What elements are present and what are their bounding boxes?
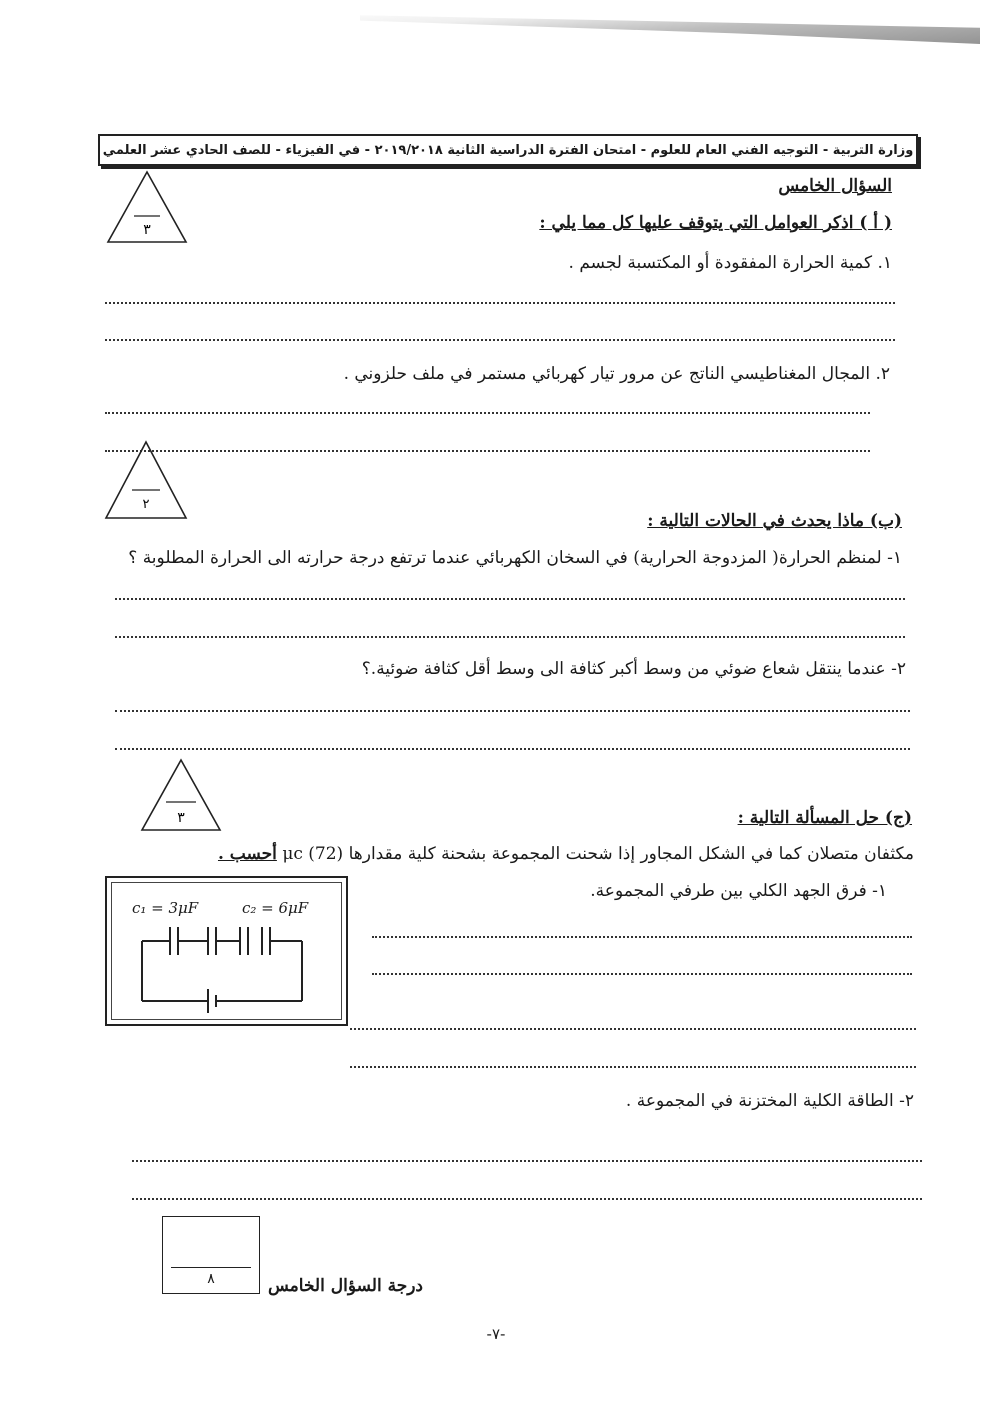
circuit-figure-inner <box>111 882 342 1020</box>
part-b-item-1: ١- لمنظم الحرارة( المزدوجة الحرارية) في السخان الكهربائي عندما ترتفع درجة حرارته الى الحرارة المطلوبة ؟ <box>128 548 902 568</box>
answer-line <box>105 450 870 452</box>
mark-triangle-c <box>140 758 222 832</box>
part-c-title: (ج) حل المسألة التالية : <box>737 808 912 828</box>
mark-b-value: ٢ <box>142 497 150 512</box>
answer-line <box>115 598 905 600</box>
problem-calc: أحسب . <box>217 844 277 864</box>
mark-a-value: ٣ <box>143 222 151 238</box>
answer-line <box>105 302 895 304</box>
answer-line <box>115 710 910 712</box>
header-text: وزارة التربية - التوجيه الفني العام للعلوم - امتحان الفترة الدراسية الثانية ٢٠١٩/٢٠١٨ - في الفيزياء - للصف الحادي عشر العلمي <box>102 142 914 158</box>
mark-triangle-a <box>106 170 188 244</box>
part-b-item-2: ٢- عندما ينتقل شعاع ضوئي من وسط أكبر كثافة الى وسط أقل كثافة ضوئية.؟ <box>361 659 906 679</box>
part-a-title: ( أ ) اذكر العوامل التي يتوقف عليها كل مما يلي : <box>539 213 892 233</box>
part-c-problem <box>218 844 914 864</box>
answer-line <box>372 973 912 975</box>
answer-line <box>115 748 910 750</box>
question-title: السؤال الخامس <box>778 176 892 196</box>
part-c-item-1: ١- فرق الجهد الكلي بين طرفي المجموعة. <box>590 881 887 901</box>
answer-line <box>132 1160 922 1162</box>
part-c-item-2: ٢- الطاقة الكلية المختزنة في المجموعة . <box>625 1091 914 1111</box>
grade-value: ٨ <box>207 1271 215 1287</box>
answer-line <box>115 636 905 638</box>
grade-divider <box>171 1267 251 1268</box>
part-a-item-2: ٢. المجال المغناطيسي الناتج عن مرور تيار كهربائي مستمر في ملف حلزوني . <box>343 364 890 384</box>
part-b-title: (ب) ماذا يحدث في الحالات التالية : <box>647 511 902 531</box>
part-a-item-1: ١. كمية الحرارة المفقودة أو المكتسبة لجسم . <box>568 253 892 273</box>
circuit-diagram <box>112 883 345 1023</box>
answer-line <box>105 412 870 414</box>
answer-line <box>132 1198 922 1200</box>
grade-label: درجة السؤال الخامس <box>268 1276 424 1296</box>
answer-line <box>350 1028 916 1030</box>
mark-c-value: ٣ <box>177 810 185 826</box>
exam-header <box>98 134 918 166</box>
problem-charge: (72) <box>308 844 344 864</box>
c2-label: c₂ = 6μF <box>242 899 309 917</box>
problem-text: مكثفان متصلان كما في الشكل المجاور إذا شحنت المجموعة بشحنة كلية مقدارها μc <box>282 844 914 864</box>
c1-label: c₁ = 3μF <box>132 899 199 917</box>
circuit-figure <box>105 876 348 1026</box>
page-number: -٧- <box>486 1325 506 1343</box>
answer-line <box>350 1066 916 1068</box>
scan-artifact <box>360 8 980 44</box>
answer-line <box>372 936 912 938</box>
answer-line <box>105 339 895 341</box>
grade-box <box>162 1216 260 1294</box>
mark-triangle-b <box>104 440 188 520</box>
